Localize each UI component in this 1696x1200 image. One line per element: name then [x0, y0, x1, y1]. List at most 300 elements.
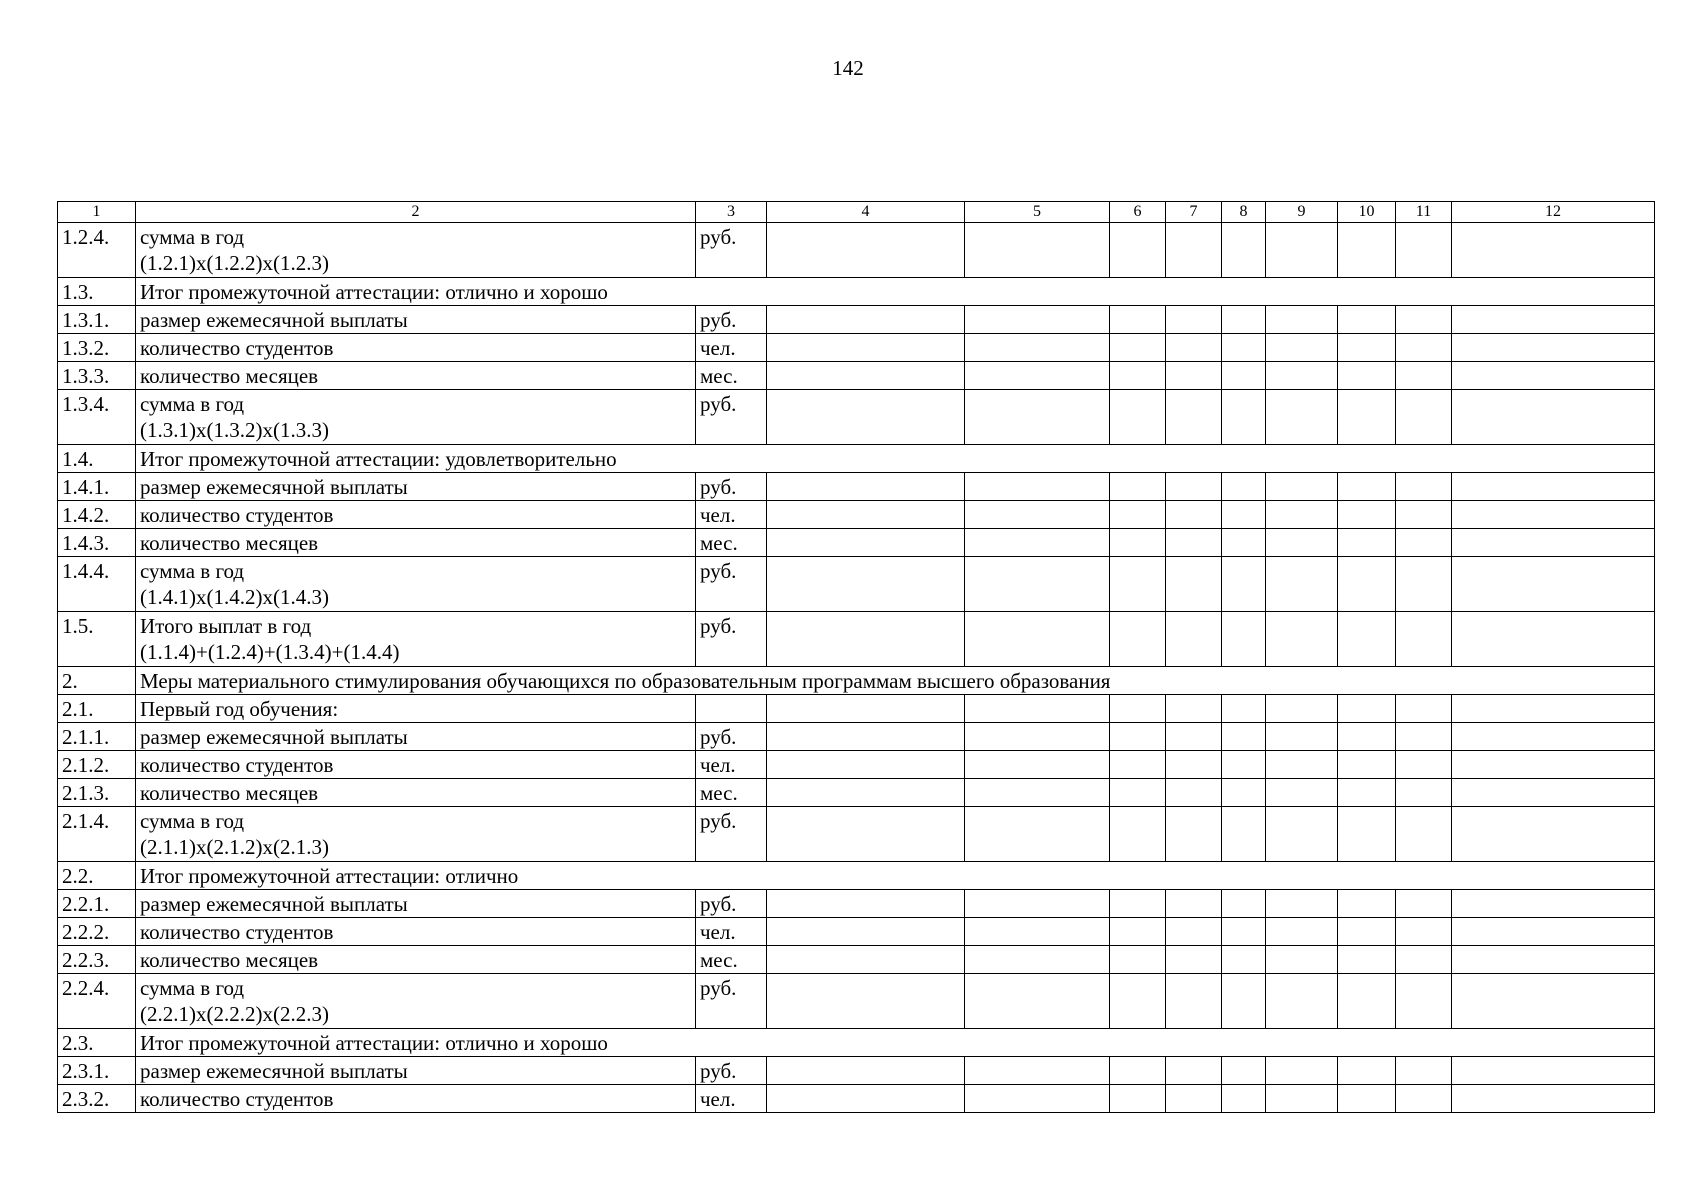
value-cell-col-12	[1452, 612, 1655, 667]
section-title: Итог промежуточной аттестации: отлично и хорошо	[136, 278, 1655, 306]
value-cell-col-5	[965, 751, 1110, 779]
value-cell-col-6	[1110, 362, 1166, 390]
value-cell-col-10	[1338, 1085, 1396, 1113]
value-cell-col-10	[1338, 306, 1396, 334]
value-cell-col-8	[1222, 695, 1266, 723]
value-cell-col-12	[1452, 557, 1655, 612]
value-cell-col-12	[1452, 974, 1655, 1029]
row-label	[136, 779, 696, 807]
value-cell-col-7	[1166, 306, 1222, 334]
table-row	[58, 612, 1655, 667]
value-cell-col-4	[767, 723, 965, 751]
value-cell-col-12	[1452, 779, 1655, 807]
value-cell-col-10	[1338, 807, 1396, 862]
value-cell-col-7	[1166, 890, 1222, 918]
value-cell-col-11	[1396, 946, 1452, 974]
column-header-4: 4	[767, 202, 965, 223]
value-cell-col-12	[1452, 751, 1655, 779]
row-number: 2.2.	[58, 862, 136, 890]
row-label-text: сумма в год	[140, 392, 245, 416]
value-cell-col-10	[1338, 779, 1396, 807]
value-cell-col-7	[1166, 946, 1222, 974]
column-header-12: 12	[1452, 202, 1655, 223]
value-cell-col-6	[1110, 223, 1166, 278]
value-cell-col-6	[1110, 946, 1166, 974]
value-cell-col-11	[1396, 779, 1452, 807]
row-label-text: размер ежемесячной выплаты	[140, 475, 408, 499]
value-cell-col-11	[1396, 557, 1452, 612]
value-cell-col-5	[965, 501, 1110, 529]
row-label	[136, 612, 696, 667]
row-number: 2.1.	[58, 695, 136, 723]
value-cell-col-6	[1110, 1085, 1166, 1113]
value-cell-col-11	[1396, 695, 1452, 723]
value-cell-col-10	[1338, 751, 1396, 779]
value-cell-col-10	[1338, 529, 1396, 557]
table-row	[58, 362, 1655, 390]
column-header-1: 1	[58, 202, 136, 223]
row-number: 2.2.1.	[58, 890, 136, 918]
row-number: 1.3.3.	[58, 362, 136, 390]
value-cell-col-12	[1452, 362, 1655, 390]
value-cell-col-8	[1222, 334, 1266, 362]
value-cell-col-8	[1222, 612, 1266, 667]
row-label-text: сумма в год	[140, 225, 245, 249]
value-cell-col-10	[1338, 334, 1396, 362]
row-unit: руб.	[696, 612, 767, 667]
table-body	[58, 223, 1655, 1113]
value-cell-col-5	[965, 890, 1110, 918]
value-cell-col-11	[1396, 807, 1452, 862]
value-cell-col-8	[1222, 306, 1266, 334]
value-cell-col-7	[1166, 1057, 1222, 1085]
row-formula: (2.1.1)x(2.1.2)x(2.1.3)	[140, 835, 329, 859]
value-cell-col-10	[1338, 1057, 1396, 1085]
value-cell-col-6	[1110, 974, 1166, 1029]
table-row	[58, 667, 1655, 695]
row-unit: руб.	[696, 390, 767, 445]
value-cell-col-9	[1266, 890, 1338, 918]
value-cell-col-9	[1266, 946, 1338, 974]
table-row	[58, 223, 1655, 278]
row-number: 1.2.4.	[58, 223, 136, 278]
value-cell-col-12	[1452, 807, 1655, 862]
row-label	[136, 501, 696, 529]
value-cell-col-6	[1110, 695, 1166, 723]
value-cell-col-8	[1222, 1085, 1266, 1113]
row-number: 2.1.2.	[58, 751, 136, 779]
row-label-text: количество студентов	[140, 336, 334, 360]
table-row	[58, 306, 1655, 334]
column-number-row	[58, 202, 1655, 223]
value-cell-col-9	[1266, 974, 1338, 1029]
value-cell-col-8	[1222, 918, 1266, 946]
value-cell-col-5	[965, 695, 1110, 723]
value-cell-col-7	[1166, 362, 1222, 390]
column-header-2: 2	[136, 202, 696, 223]
value-cell-col-12	[1452, 1085, 1655, 1113]
value-cell-col-5	[965, 807, 1110, 862]
row-label-text: количество студентов	[140, 920, 334, 944]
value-cell-col-5	[965, 1057, 1110, 1085]
row-label	[136, 306, 696, 334]
row-number: 2.2.4.	[58, 974, 136, 1029]
value-cell-col-12	[1452, 529, 1655, 557]
table-row	[58, 807, 1655, 862]
value-cell-col-11	[1396, 306, 1452, 334]
value-cell-col-11	[1396, 390, 1452, 445]
value-cell-col-9	[1266, 390, 1338, 445]
row-number: 2.3.1.	[58, 1057, 136, 1085]
value-cell-col-9	[1266, 779, 1338, 807]
value-cell-col-10	[1338, 557, 1396, 612]
value-cell-col-6	[1110, 890, 1166, 918]
value-cell-col-8	[1222, 751, 1266, 779]
row-label-text: размер ежемесячной выплаты	[140, 1059, 408, 1083]
table-row	[58, 862, 1655, 890]
value-cell-col-7	[1166, 390, 1222, 445]
table-row	[58, 695, 1655, 723]
value-cell-col-5	[965, 946, 1110, 974]
value-cell-col-11	[1396, 1057, 1452, 1085]
row-unit: руб.	[696, 723, 767, 751]
row-label-text: размер ежемесячной выплаты	[140, 725, 408, 749]
value-cell-col-10	[1338, 695, 1396, 723]
row-formula: (1.4.1)x(1.4.2)x(1.4.3)	[140, 585, 329, 609]
value-cell-col-7	[1166, 918, 1222, 946]
value-cell-col-4	[767, 529, 965, 557]
value-cell-col-4	[767, 557, 965, 612]
table-row	[58, 946, 1655, 974]
value-cell-col-6	[1110, 390, 1166, 445]
value-cell-col-4	[767, 501, 965, 529]
value-cell-col-6	[1110, 1057, 1166, 1085]
row-label	[136, 695, 696, 723]
value-cell-col-4	[767, 918, 965, 946]
value-cell-col-9	[1266, 529, 1338, 557]
row-unit: руб.	[696, 306, 767, 334]
value-cell-col-8	[1222, 779, 1266, 807]
column-header-3: 3	[696, 202, 767, 223]
row-unit: руб.	[696, 974, 767, 1029]
value-cell-col-11	[1396, 751, 1452, 779]
value-cell-col-6	[1110, 473, 1166, 501]
row-label-text: количество месяцев	[140, 781, 319, 805]
row-unit: мес.	[696, 529, 767, 557]
row-label	[136, 334, 696, 362]
row-unit: руб.	[696, 1057, 767, 1085]
value-cell-col-11	[1396, 529, 1452, 557]
section-title: Итог промежуточной аттестации: отлично	[136, 862, 1655, 890]
value-cell-col-5	[965, 223, 1110, 278]
value-cell-col-7	[1166, 779, 1222, 807]
value-cell-col-11	[1396, 723, 1452, 751]
value-cell-col-12	[1452, 473, 1655, 501]
value-cell-col-12	[1452, 501, 1655, 529]
row-label	[136, 557, 696, 612]
value-cell-col-8	[1222, 529, 1266, 557]
row-label	[136, 723, 696, 751]
row-label	[136, 390, 696, 445]
row-unit: мес.	[696, 779, 767, 807]
value-cell-col-6	[1110, 501, 1166, 529]
value-cell-col-9	[1266, 1085, 1338, 1113]
row-number: 1.4.4.	[58, 557, 136, 612]
row-number: 1.3.1.	[58, 306, 136, 334]
row-formula: (1.2.1)x(1.2.2)x(1.2.3)	[140, 251, 329, 275]
value-cell-col-9	[1266, 751, 1338, 779]
row-unit: руб.	[696, 890, 767, 918]
value-cell-col-9	[1266, 473, 1338, 501]
value-cell-col-5	[965, 362, 1110, 390]
value-cell-col-6	[1110, 751, 1166, 779]
value-cell-col-12	[1452, 695, 1655, 723]
row-unit: чел.	[696, 751, 767, 779]
value-cell-col-12	[1452, 334, 1655, 362]
value-cell-col-5	[965, 612, 1110, 667]
value-cell-col-11	[1396, 473, 1452, 501]
value-cell-col-6	[1110, 529, 1166, 557]
value-cell-col-7	[1166, 807, 1222, 862]
row-label-text: размер ежемесячной выплаты	[140, 892, 408, 916]
value-cell-col-12	[1452, 890, 1655, 918]
value-cell-col-4	[767, 779, 965, 807]
value-cell-col-9	[1266, 362, 1338, 390]
value-cell-col-9	[1266, 223, 1338, 278]
value-cell-col-9	[1266, 695, 1338, 723]
value-cell-col-5	[965, 918, 1110, 946]
row-label-text: количество студентов	[140, 753, 334, 777]
row-number: 2.2.3.	[58, 946, 136, 974]
value-cell-col-7	[1166, 223, 1222, 278]
value-cell-col-12	[1452, 223, 1655, 278]
value-cell-col-4	[767, 612, 965, 667]
table-row	[58, 751, 1655, 779]
table-row	[58, 1057, 1655, 1085]
row-label-text: сумма в год	[140, 809, 245, 833]
row-unit: чел.	[696, 501, 767, 529]
value-cell-col-10	[1338, 890, 1396, 918]
value-cell-col-4	[767, 695, 965, 723]
row-number: 1.3.4.	[58, 390, 136, 445]
row-label	[136, 529, 696, 557]
row-number: 1.3.	[58, 278, 136, 306]
value-cell-col-7	[1166, 557, 1222, 612]
value-cell-col-4	[767, 807, 965, 862]
row-number: 2.1.4.	[58, 807, 136, 862]
row-unit	[696, 695, 767, 723]
value-cell-col-5	[965, 390, 1110, 445]
row-label-text: сумма в год	[140, 976, 245, 1000]
value-cell-col-11	[1396, 974, 1452, 1029]
value-cell-col-4	[767, 974, 965, 1029]
value-cell-col-7	[1166, 334, 1222, 362]
row-label-text: размер ежемесячной выплаты	[140, 308, 408, 332]
value-cell-col-7	[1166, 695, 1222, 723]
table-row	[58, 557, 1655, 612]
value-cell-col-9	[1266, 807, 1338, 862]
column-header-8: 8	[1222, 202, 1266, 223]
value-cell-col-9	[1266, 557, 1338, 612]
row-number: 2.1.1.	[58, 723, 136, 751]
section-title: Меры материального стимулирования обучающихся по образовательным программам высшего образования	[136, 667, 1655, 695]
value-cell-col-10	[1338, 473, 1396, 501]
value-cell-col-4	[767, 751, 965, 779]
value-cell-col-7	[1166, 529, 1222, 557]
section-title: Итог промежуточной аттестации: отлично и хорошо	[136, 1029, 1655, 1057]
value-cell-col-10	[1338, 946, 1396, 974]
table-row	[58, 918, 1655, 946]
value-cell-col-4	[767, 890, 965, 918]
row-label	[136, 751, 696, 779]
row-label	[136, 1057, 696, 1085]
value-cell-col-12	[1452, 723, 1655, 751]
value-cell-col-11	[1396, 223, 1452, 278]
row-label	[136, 918, 696, 946]
row-formula: (2.2.1)x(2.2.2)x(2.2.3)	[140, 1002, 329, 1026]
value-cell-col-6	[1110, 779, 1166, 807]
value-cell-col-11	[1396, 362, 1452, 390]
value-cell-col-12	[1452, 390, 1655, 445]
value-cell-col-8	[1222, 362, 1266, 390]
row-unit: руб.	[696, 807, 767, 862]
value-cell-col-11	[1396, 890, 1452, 918]
column-header-7: 7	[1166, 202, 1222, 223]
value-cell-col-8	[1222, 723, 1266, 751]
value-cell-col-4	[767, 223, 965, 278]
value-cell-col-6	[1110, 306, 1166, 334]
budget-table	[57, 201, 1655, 1113]
row-unit: чел.	[696, 334, 767, 362]
row-number: 2.1.3.	[58, 779, 136, 807]
row-number: 1.4.	[58, 445, 136, 473]
value-cell-col-9	[1266, 612, 1338, 667]
table-row	[58, 445, 1655, 473]
value-cell-col-7	[1166, 612, 1222, 667]
value-cell-col-7	[1166, 501, 1222, 529]
value-cell-col-9	[1266, 1057, 1338, 1085]
value-cell-col-5	[965, 473, 1110, 501]
page-number: 142	[832, 56, 864, 80]
value-cell-col-9	[1266, 501, 1338, 529]
value-cell-col-10	[1338, 612, 1396, 667]
value-cell-col-8	[1222, 890, 1266, 918]
value-cell-col-10	[1338, 501, 1396, 529]
value-cell-col-7	[1166, 473, 1222, 501]
value-cell-col-11	[1396, 612, 1452, 667]
row-label-text: количество месяцев	[140, 531, 319, 555]
value-cell-col-10	[1338, 390, 1396, 445]
table-row	[58, 890, 1655, 918]
column-header-9: 9	[1266, 202, 1338, 223]
value-cell-col-5	[965, 557, 1110, 612]
row-label	[136, 974, 696, 1029]
value-cell-col-11	[1396, 501, 1452, 529]
row-formula: (1.3.1)x(1.3.2)x(1.3.3)	[140, 418, 329, 442]
value-cell-col-8	[1222, 557, 1266, 612]
row-number: 1.4.1.	[58, 473, 136, 501]
row-label-text: количество студентов	[140, 503, 334, 527]
value-cell-col-8	[1222, 501, 1266, 529]
value-cell-col-6	[1110, 918, 1166, 946]
value-cell-col-12	[1452, 918, 1655, 946]
value-cell-col-7	[1166, 1085, 1222, 1113]
value-cell-col-10	[1338, 723, 1396, 751]
table-row	[58, 473, 1655, 501]
value-cell-col-6	[1110, 557, 1166, 612]
value-cell-col-7	[1166, 723, 1222, 751]
row-unit: чел.	[696, 918, 767, 946]
row-label	[136, 473, 696, 501]
table-row	[58, 390, 1655, 445]
table-row	[58, 529, 1655, 557]
value-cell-col-4	[767, 473, 965, 501]
value-cell-col-7	[1166, 974, 1222, 1029]
row-number: 2.2.2.	[58, 918, 136, 946]
value-cell-col-12	[1452, 946, 1655, 974]
value-cell-col-6	[1110, 723, 1166, 751]
row-number: 2.3.2.	[58, 1085, 136, 1113]
value-cell-col-9	[1266, 723, 1338, 751]
row-label	[136, 946, 696, 974]
row-label-text: сумма в год	[140, 559, 245, 583]
row-label-text: Первый год обучения:	[140, 697, 339, 721]
row-unit: мес.	[696, 946, 767, 974]
column-header-6: 6	[1110, 202, 1166, 223]
table-row	[58, 501, 1655, 529]
row-label	[136, 362, 696, 390]
value-cell-col-8	[1222, 974, 1266, 1029]
row-number: 1.4.2.	[58, 501, 136, 529]
row-unit: руб.	[696, 473, 767, 501]
row-label-text: количество месяцев	[140, 364, 319, 388]
value-cell-col-5	[965, 1085, 1110, 1113]
value-cell-col-4	[767, 362, 965, 390]
value-cell-col-10	[1338, 918, 1396, 946]
value-cell-col-10	[1338, 362, 1396, 390]
table-row	[58, 278, 1655, 306]
row-label-text: количество студентов	[140, 1087, 334, 1111]
row-label	[136, 890, 696, 918]
row-label	[136, 223, 696, 278]
row-formula: (1.1.4)+(1.2.4)+(1.3.4)+(1.4.4)	[140, 640, 400, 664]
value-cell-col-8	[1222, 946, 1266, 974]
table-row	[58, 974, 1655, 1029]
value-cell-col-5	[965, 529, 1110, 557]
table-row	[58, 1029, 1655, 1057]
value-cell-col-4	[767, 390, 965, 445]
value-cell-col-10	[1338, 974, 1396, 1029]
value-cell-col-11	[1396, 1085, 1452, 1113]
value-cell-col-6	[1110, 612, 1166, 667]
value-cell-col-9	[1266, 306, 1338, 334]
section-title: Итог промежуточной аттестации: удовлетворительно	[136, 445, 1655, 473]
value-cell-col-8	[1222, 1057, 1266, 1085]
value-cell-col-4	[767, 946, 965, 974]
value-cell-col-4	[767, 1057, 965, 1085]
row-number: 1.3.2.	[58, 334, 136, 362]
row-unit: руб.	[696, 557, 767, 612]
value-cell-col-5	[965, 723, 1110, 751]
value-cell-col-4	[767, 306, 965, 334]
column-header-5: 5	[965, 202, 1110, 223]
row-number: 2.	[58, 667, 136, 695]
value-cell-col-12	[1452, 306, 1655, 334]
value-cell-col-4	[767, 334, 965, 362]
value-cell-col-8	[1222, 223, 1266, 278]
value-cell-col-5	[965, 974, 1110, 1029]
row-label	[136, 807, 696, 862]
